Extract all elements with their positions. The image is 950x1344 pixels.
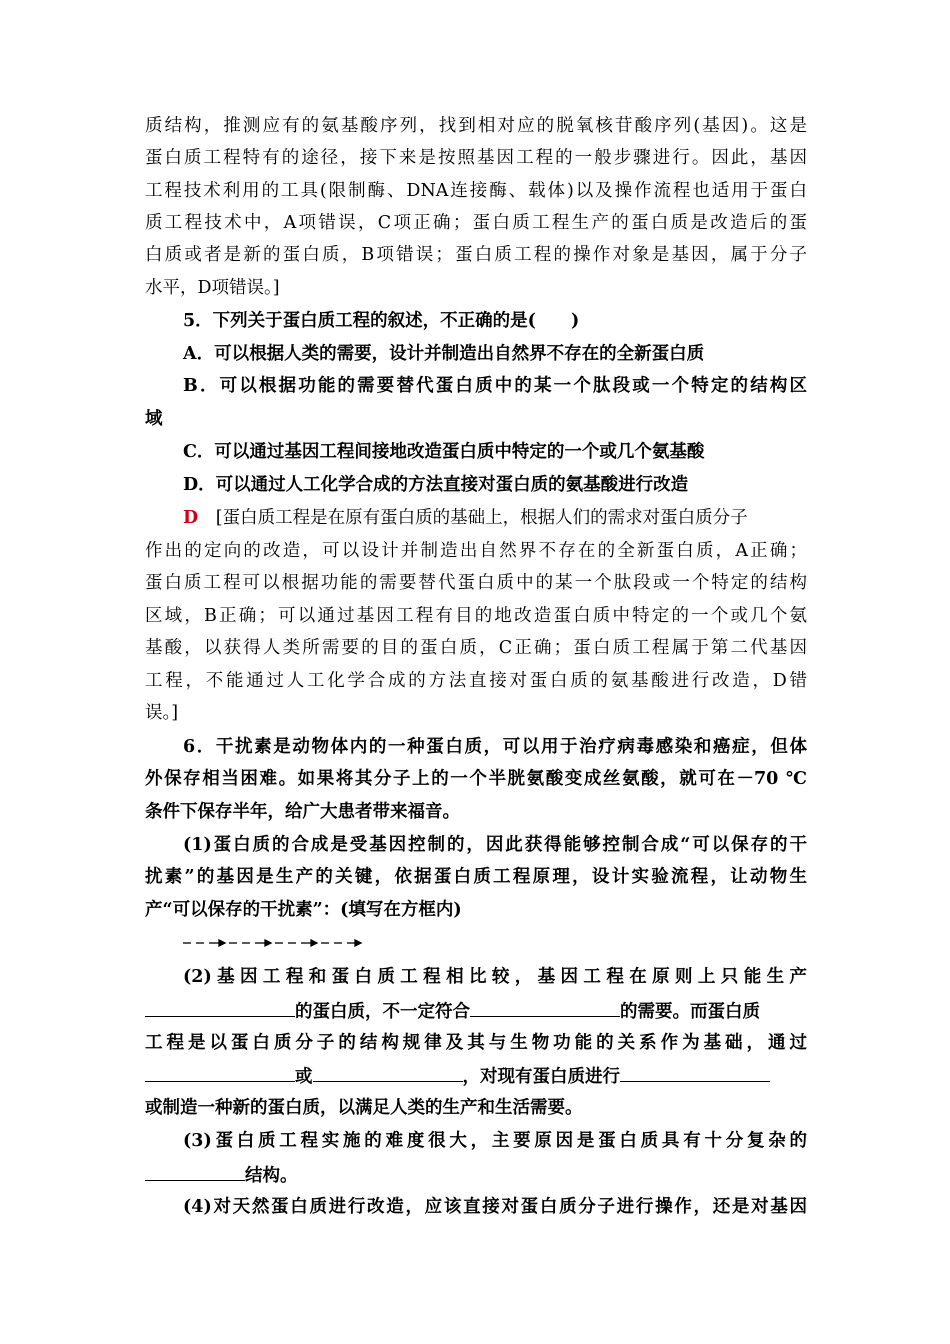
q5-explanation-line: 基酸，以获得人类所需要的目的蛋白质，C正确；蛋白质工程属于第二代基因 (145, 638, 807, 658)
q6-part1: 产“可以保存的干扰素”：(填写在方框内) (145, 900, 462, 920)
q6-stem: 外保存相当困难。如果将其分子上的一个半胱氨酸变成丝氨酸，就可在－70 ℃ (145, 769, 807, 789)
prev-answer-line: 蛋白质工程特有的途径，接下来是按照基因工程的一般步骤进行。因此，基因 (145, 148, 807, 168)
flow-diagram-arrows (183, 936, 363, 950)
q5-explanation-line: 作出的定向的改造，可以设计并制造出自然界不存在的全新蛋白质，A正确； (145, 541, 807, 561)
q6-stem: 条件下保存半年，给广大患者带来福音。 (145, 802, 460, 822)
q5-explanation-line: 工程，不能通过人工化学合成的方法直接对蛋白质的氨基酸进行改造，D错 (145, 671, 807, 691)
q6-part2: 工程是以蛋白质分子的结构规律及其与生物功能的关系作为基础，通过 (145, 1033, 807, 1053)
q5-explanation-line: 区域，B正确；可以通过基因工程有目的地改造蛋白质中特定的一个或几个氨 (145, 606, 807, 626)
q5-explanation-text: [蛋白质工程是在原有蛋白质的基础上，根据人们的需求对蛋白质分子 (215, 508, 748, 528)
q6-part1: (1)蛋白质的合成是受基因控制的，因此获得能够控制合成“可以保存的干 (183, 835, 807, 855)
prev-answer-line: 水平，D项错误。] (145, 278, 280, 298)
answer-blank[interactable] (145, 1063, 295, 1082)
answer-blank[interactable] (620, 1063, 770, 1082)
q5-stem: 5．下列关于蛋白质工程的叙述，不正确的是( ) (183, 311, 580, 331)
q5-option-b: B．可以根据功能的需要替代蛋白质中的某一个肽段或一个特定的结构区 (183, 376, 807, 396)
prev-answer-line: 质结构，推测应有的氨基酸序列，找到相对应的脱氧核苷酸序列(基因)。这是 (145, 116, 807, 136)
answer-blank[interactable] (470, 998, 620, 1017)
q6-part1: 扰素”的基因是生产的关键，依据蛋白质工程原理，设计实验流程，让动物生 (145, 867, 807, 887)
q5-explanation-line: 误。] (145, 703, 179, 723)
q5-explanation-line: 蛋白质工程可以根据功能的需要替代蛋白质中的某一个肽段或一个特定的结构 (145, 573, 807, 593)
q5-option-a: A．可以根据人类的需要，设计并制造出自然界不存在的全新蛋白质 (183, 344, 705, 364)
answer-blank[interactable] (145, 1162, 245, 1181)
q5-option-b-cont: 域 (145, 409, 163, 429)
q6-part4: (4)对天然蛋白质进行改造，应该直接对蛋白质分子进行操作，还是对基因 (183, 1197, 807, 1217)
q6-part2-blanks: 的蛋白质，不一定符合 的需要。而蛋白质 (145, 998, 760, 1024)
q6-part3: (3)蛋白质工程实施的难度很大，主要原因是蛋白质具有十分复杂的 (183, 1131, 807, 1151)
answer-blank[interactable] (313, 1063, 463, 1082)
prev-answer-line: 质工程技术中，A项错误，C项正确；蛋白质工程生产的蛋白质是改造后的蛋 (145, 213, 807, 233)
q5-answer-letter: D (183, 508, 199, 528)
q6-part3-blank-line: 结构。 (145, 1162, 298, 1188)
q5-option-d: D．可以通过人工化学合成的方法直接对蛋白质的氨基酸进行改造 (183, 475, 689, 495)
q6-stem: 6．干扰素是动物体内的一种蛋白质，可以用于治疗病毒感染和癌症，但体 (183, 737, 807, 757)
q6-part2: (2)基因工程和蛋白质工程相比较，基因工程在原则上只能生产 (183, 967, 807, 987)
q5-option-c: C．可以通过基因工程间接地改造蛋白质中特定的一个或几个氨基酸 (183, 442, 705, 462)
prev-answer-line: 白质或者是新的蛋白质，B项错误；蛋白质工程的操作对象是基因，属于分子 (145, 245, 807, 265)
q5-explanation-first (183, 506, 748, 530)
answer-blank[interactable] (145, 998, 295, 1017)
q6-part2-blanks: 或 ，对现有蛋白质进行 (145, 1063, 770, 1089)
prev-answer-line: 工程技术利用的工具(限制酶、DNA连接酶、载体)以及操作流程也适用于蛋白 (145, 181, 807, 201)
q6-part2: 或制造一种新的蛋白质，以满足人类的生产和生活需要。 (145, 1098, 583, 1118)
